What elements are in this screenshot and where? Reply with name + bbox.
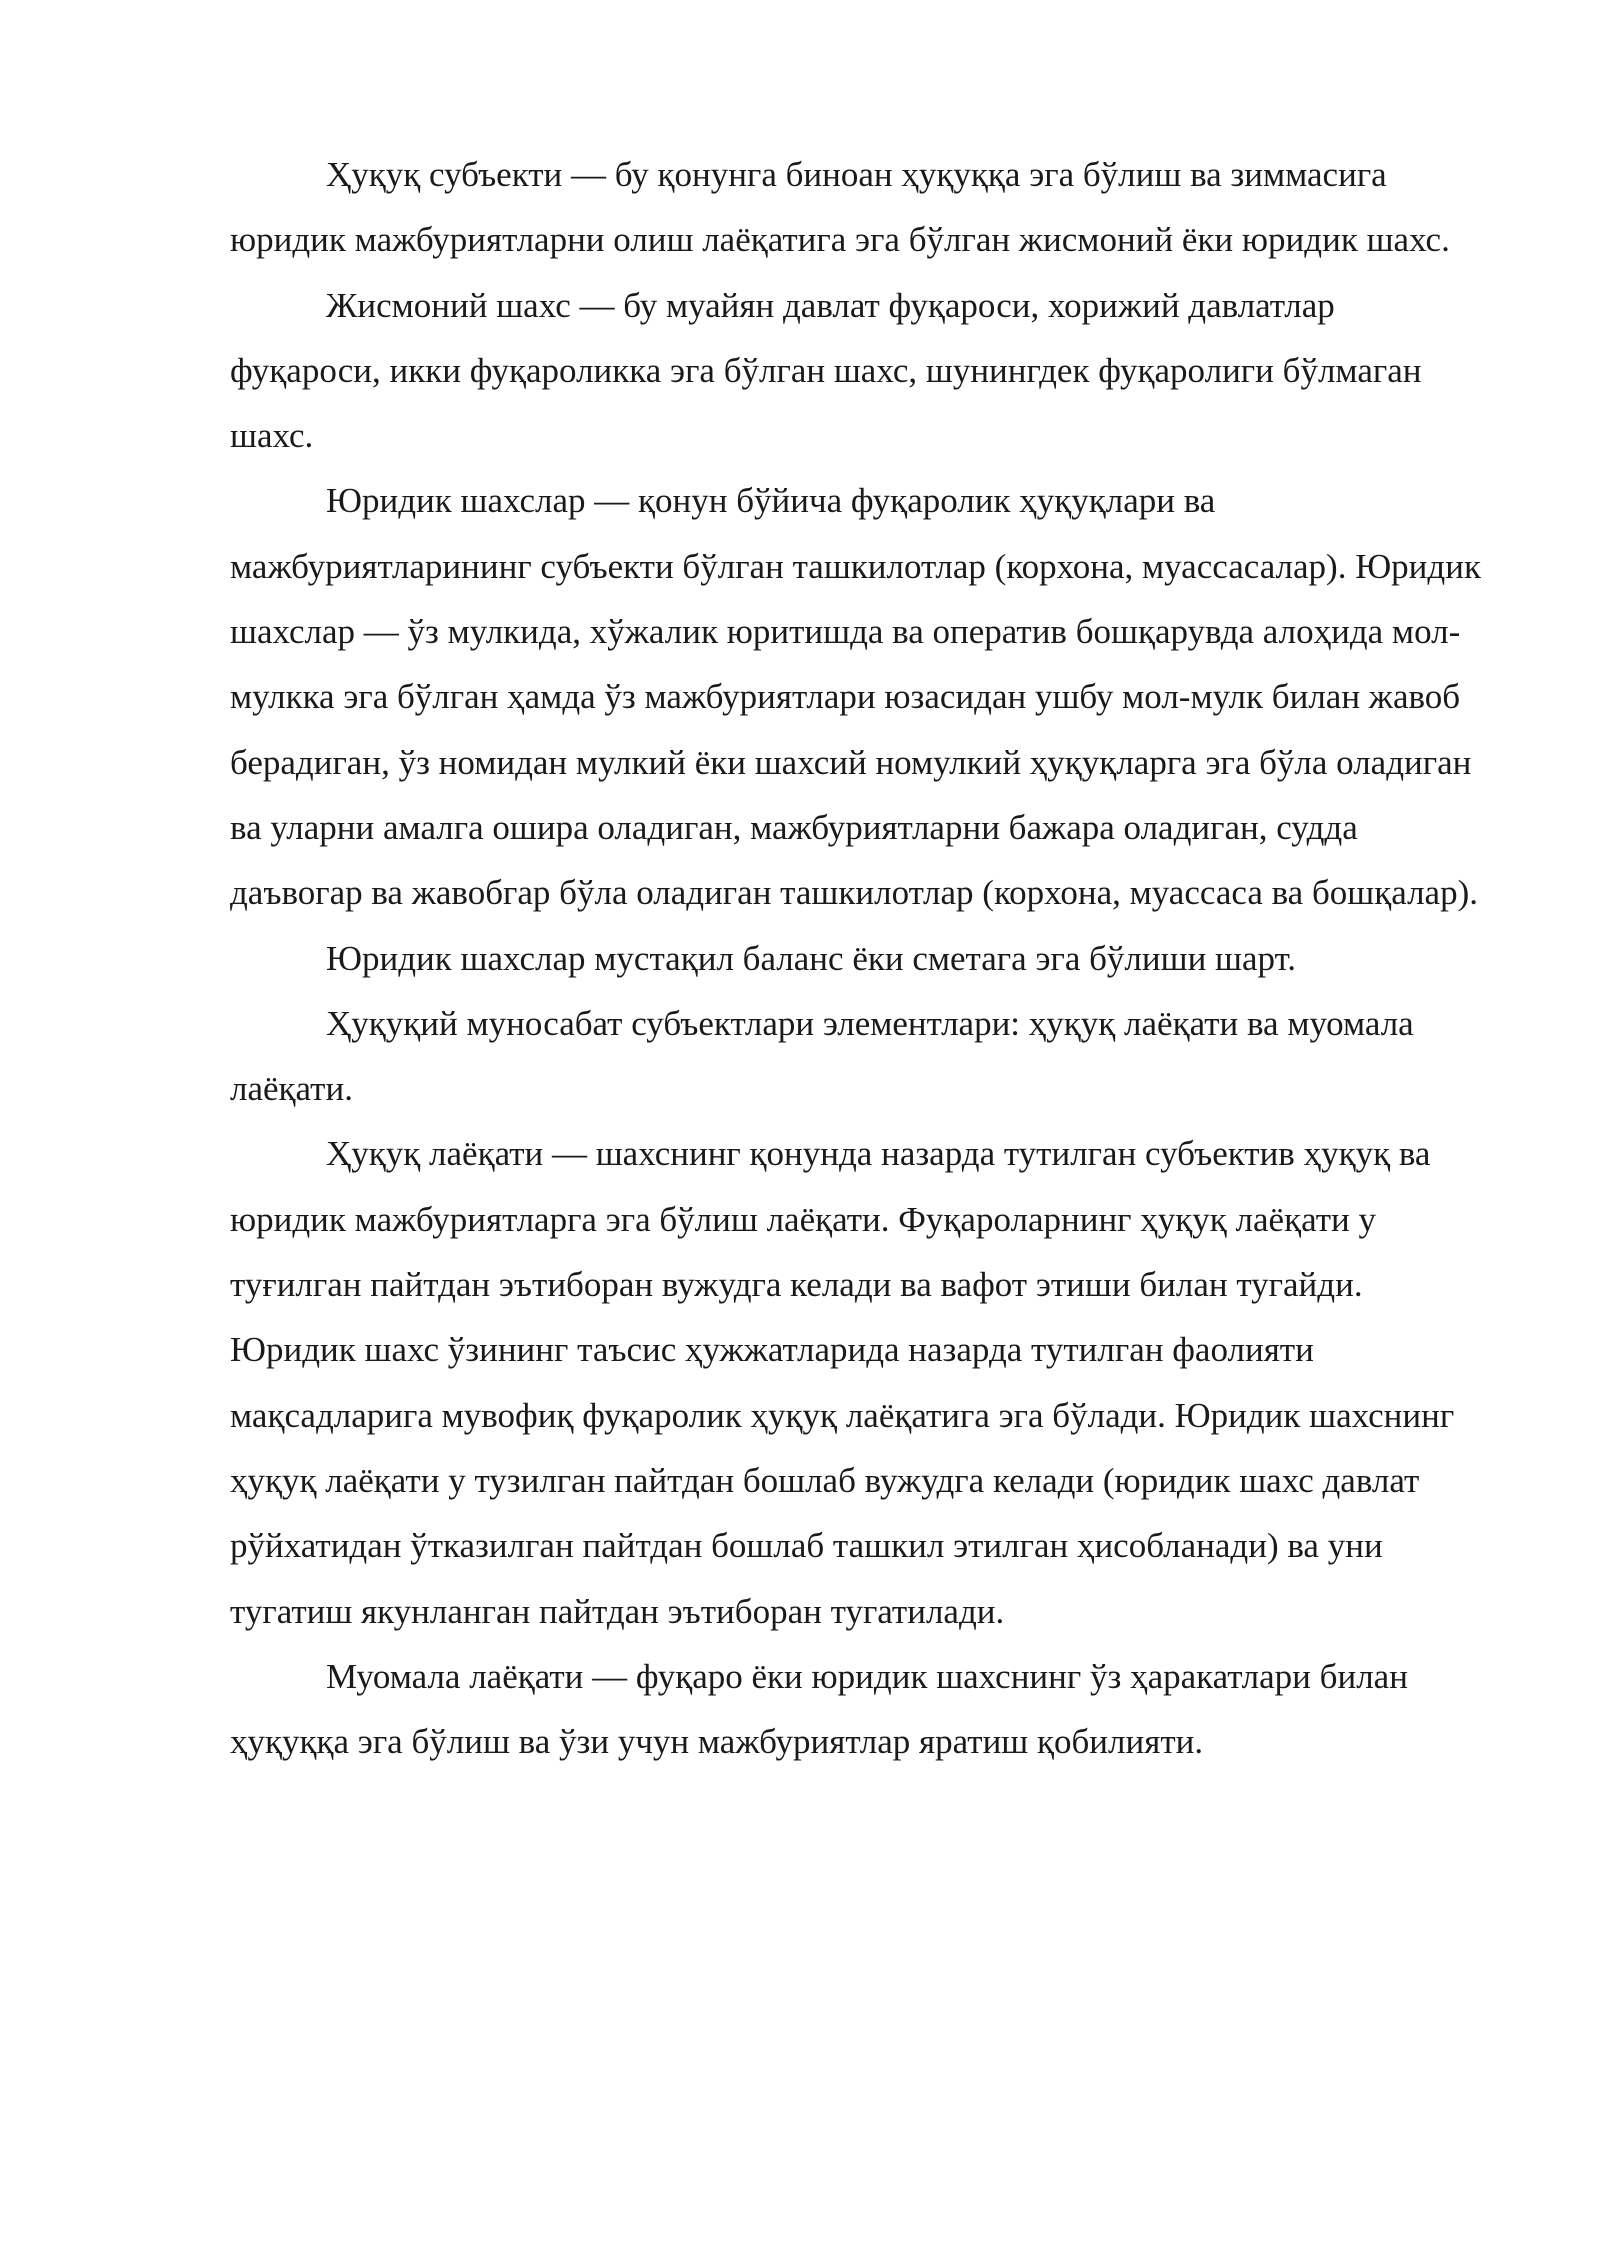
paragraph-legal-entities: Юридик шахслар — қонун бўйича фуқаролик ҳуқуқлари ва мажбуриятларининг субъекти бўлган ташкилотлар (корхона, муассасалар). Юридик шахслар — ўз мулкида, хўжалик юритишда ва оператив бошқарувда алоҳида мол-мулкка эга бўлган ҳамда ўз мажбуриятлари юзасидан ушбу мол-мулк билан жавоб берадиган, ўз номидан мулкий ёки шахсий номулкий ҳуқуқларга эга бўла оладиган ва уларни амалга ошира оладиган, мажбуриятларни бажара оладиган, судда даъвогар ва жавобгар бўла оладиган ташкилотлар (корхона, муассаса ва бошқалар).	[230, 481, 1481, 913]
paragraph-active-capacity: Муомала лаёқати — фуқаро ёки юридик шахснинг ўз ҳаракатлари билан ҳуқуққа эга бўлиш ва ўзи учун мажбуриятлар яратиш қобилияти.	[230, 1656, 1408, 1762]
paragraph-relation-elements: Ҳуқуқий муносабат субъектлари элементлари: ҳуқуқ лаёқати ва муомала лаёқати.	[230, 1003, 1414, 1109]
paragraph-legal-capacity: Ҳуқуқ лаёқати — шахснинг қонунда назарда тутилган субъектив ҳуқуқ ва юридик мажбуриятларга эга бўлиш лаёқати. Фуқароларнинг ҳуқуқ лаёқати у туғилган пайтдан эътиборан вужудга келади ва вафот этиши билан тугайди. Юридик шахс ўзининг таъсис ҳужжатларида назарда тутилган фаолияти мақсадларига мувофиқ фуқаролик ҳуқуқ лаёқатига эга бўлади. Юридик шахснинг ҳуқуқ лаёқати у тузилган пайтдан бошлаб вужудга келади (юридик шахс давлат рўйхатидан ўтказилган пайтдан бошлаб ташкил этилган ҳисобланади) ва уни тугатиш якунланган пайтдан эътиборан тугатилади.	[230, 1134, 1455, 1631]
document-body	[230, 142, 1490, 1774]
paragraph-natural-person: Жисмоний шахс — бу муайян давлат фуқароси, хорижий давлатлар фуқароси, икки фуқароликка эга бўлган шахс, шунингдек фуқаролиги бўлмаган шахс.	[230, 285, 1422, 456]
paragraph-balance-requirement: Юридик шахслар мустақил баланс ёки сметага эга бўлиши шарт.	[326, 938, 1296, 978]
paragraph-legal-subject: Ҳуқуқ субъекти — бу қонунга биноан ҳуқуққа эга бўлиш ва зиммасига юридик мажбуриятларни олиш лаёқатига эга бўлган жисмоний ёки юридик шахс.	[230, 155, 1450, 260]
